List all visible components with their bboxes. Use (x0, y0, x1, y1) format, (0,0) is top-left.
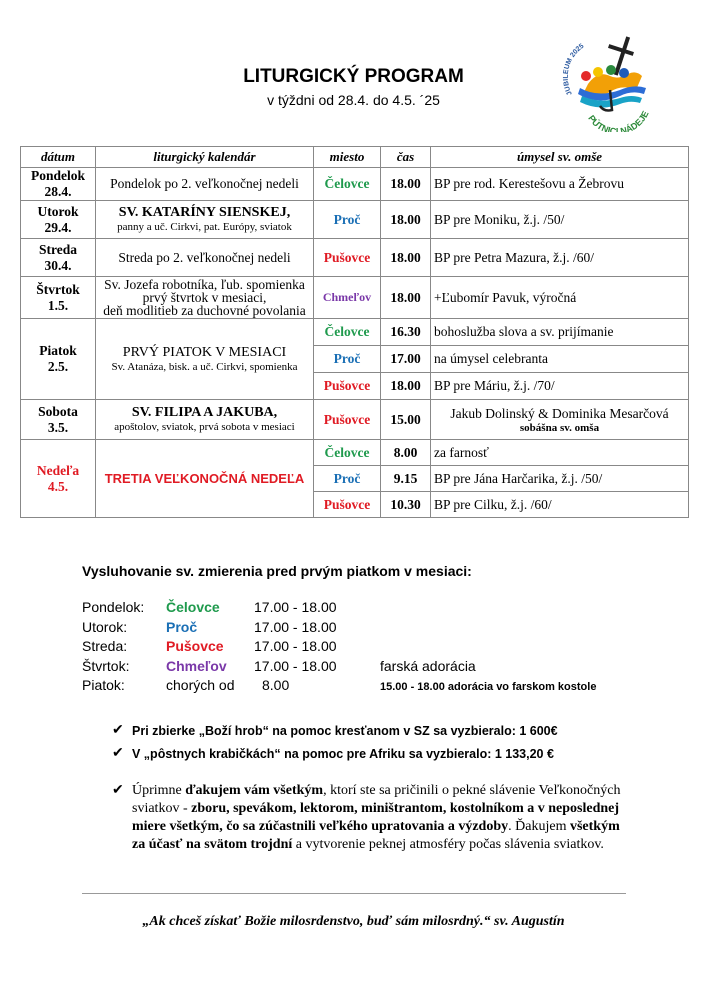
intention-cell: BP pre Moniku, ž.j. /50/ (431, 201, 689, 239)
thanks-paragraph (132, 782, 632, 854)
calendar-cell: TRETIA VEĽKONOČNÁ NEDEĽA (96, 440, 314, 518)
calendar-sub: apoštolov, sviatok, prvá sobota v mesiaci (114, 421, 295, 433)
day-date: 30.4. (44, 257, 72, 273)
confession-time: 17.00 - 18.00 (254, 618, 337, 635)
confession-time: 8.00 (262, 677, 290, 693)
calendar-line: Sv. Jozefa robotníka, ľub. spomienka (104, 277, 305, 292)
table-row (21, 277, 689, 319)
confession-place: Chmeľov (166, 657, 227, 674)
day-cell (21, 277, 96, 319)
place-cell: Proč (314, 466, 381, 492)
liturgical-schedule-table (20, 146, 689, 518)
day-name: Pondelok (30, 168, 85, 183)
day-name: Utorok (37, 203, 79, 219)
svg-text:JUBILEUM 2025 (563, 43, 586, 97)
confession-list (82, 598, 642, 696)
place-cell: Pušovce (314, 239, 381, 277)
calendar-cell (96, 400, 314, 440)
intention-cell: +Ľubomír Pavuk, výročná (431, 277, 689, 319)
calendar-main: SV. FILIPA A JAKUBA, (131, 405, 278, 420)
intention-cell: BP pre Cilku, ž.j. /60/ (431, 492, 689, 518)
confession-time: 17.00 - 18.00 (254, 638, 337, 654)
thanks-bold: ďakujem vám všetkým (185, 783, 324, 798)
place-cell: Čelovce (314, 319, 381, 346)
table-row (21, 319, 689, 346)
page-subtitle: v týždni od 28.4. do 4.5. ´25 (267, 92, 440, 108)
day-cell (21, 239, 96, 277)
day-date: 1.5. (47, 297, 69, 313)
intention-cell: BP pre Jána Harčarika, ž.j. /50/ (431, 466, 689, 492)
place-cell: Chmeľov (314, 277, 381, 319)
thanks-bold: zboru, spevákom, lektorom, miništrantom, kostolníkom a v neposlednej miere všetkým, čo sa zúčastnili veľkého upratovania a výzdoby (132, 801, 620, 834)
confession-day: Pondelok: (82, 599, 145, 615)
table-header-row (21, 147, 689, 168)
day-date: 4.5. (47, 478, 69, 494)
time-cell: 18.00 (381, 277, 431, 319)
page-title: LITURGICKÝ PROGRAM (243, 66, 464, 87)
confession-day: Štvrtok: (82, 657, 130, 674)
time-cell: 17.00 (381, 346, 431, 373)
time-cell: 18.00 (381, 201, 431, 239)
confession-row (82, 598, 642, 618)
table-row (21, 239, 689, 277)
calendar-cell: Streda po 2. veľkonočnej nedeli (96, 239, 314, 277)
logo-bottom-text: PÚTNICI NÁDEJE (586, 109, 651, 132)
confession-note: 15.00 - 18.00 adorácia vo farskom kostole (380, 681, 597, 693)
place-cell: Proč (314, 201, 381, 239)
thanks-text: a vytvorenie peknej atmosféry počas slávenia sviatkov. (292, 837, 604, 852)
day-name: Piatok (39, 343, 77, 358)
intention-cell: za farnosť (431, 440, 689, 466)
time-cell: 16.30 (381, 319, 431, 346)
day-cell (21, 400, 96, 440)
day-date: 29.4. (44, 219, 72, 235)
place-cell: Čelovce (314, 440, 381, 466)
day-cell (21, 319, 96, 400)
confession-place: chorých od (166, 677, 235, 693)
day-cell (21, 440, 96, 518)
checkmark-icon: ✔ (112, 746, 124, 761)
place-cell: Pušovce (314, 492, 381, 518)
calendar-main: PRVÝ PIATOK V MESIACI (122, 344, 287, 360)
calendar-sub: panny a uč. Cirkvi, pat. Európy, sviatok (117, 221, 292, 233)
confession-row (82, 676, 642, 696)
confession-row (82, 637, 642, 657)
day-date: 28.4. (44, 184, 72, 199)
calendar-cell: Pondelok po 2. veľkonočnej nedeli (96, 168, 314, 201)
calendar-line: deň modlitieb za duchovné povolania (103, 303, 306, 318)
time-cell: 10.30 (381, 492, 431, 518)
intention-cell: bohoslužba slova a sv. prijímanie (431, 319, 689, 346)
confession-note: farská adorácia (380, 657, 476, 674)
place-cell: Pušovce (314, 373, 381, 400)
calendar-line: prvý štvrtok v mesiaci, (142, 290, 267, 305)
time-cell: 8.00 (381, 440, 431, 466)
day-date: 3.5. (47, 419, 69, 435)
intention-cell: BP pre rod. Kerestešovu a Žebrovu (431, 168, 689, 201)
divider (82, 893, 626, 894)
collection-note: V „pôstnych krabičkách“ na pomoc pre Afriku sa vyzbieralo: 1 133,20 € (132, 747, 554, 761)
day-date: 2.5. (47, 359, 69, 374)
confession-day: Utorok: (82, 618, 128, 635)
confession-time: 17.00 - 18.00 (254, 657, 337, 674)
table-row (21, 440, 689, 466)
header-time: čas (381, 147, 431, 168)
intention-cell: BP pre Máriu, ž.j. /70/ (431, 373, 689, 400)
header-intention: úmysel sv. omše (431, 147, 689, 168)
confession-day: Streda: (82, 638, 128, 654)
collection-note: Pri zbierke „Boží hrob“ na pomoc kresťanom v SZ sa vyzbieralo: 1 600€ (132, 724, 558, 738)
svg-text:PÚTNICI NÁDEJE (586, 109, 650, 132)
time-cell: 15.00 (381, 400, 431, 440)
confession-place: Pušovce (166, 638, 224, 654)
day-name: Sobota (38, 403, 78, 419)
day-cell (21, 201, 96, 239)
checkmark-icon: ✔ (112, 723, 124, 738)
intention-sub: sobášna sv. omša (519, 421, 600, 434)
confession-row (82, 657, 642, 677)
confession-row (82, 618, 642, 638)
intention-main: Jakub Dolinský & Dominika Mesarčová (450, 405, 669, 421)
place-cell: Čelovce (314, 168, 381, 201)
confession-place: Proč (166, 618, 198, 635)
table-row (21, 201, 689, 239)
calendar-cell (96, 277, 314, 319)
calendar-sub: Sv. Atanáza, bisk. a uč. Cirkvi, spomienka (111, 360, 298, 373)
place-cell: Pušovce (314, 400, 381, 440)
calendar-cell (96, 201, 314, 239)
thanks-text: , ktorí ste sa pričinili o pekné slávenie Veľkonočných sviatkov - (132, 783, 621, 816)
jubilee-logo (558, 32, 658, 132)
time-cell: 18.00 (381, 373, 431, 400)
day-cell (21, 168, 96, 201)
header-place: miesto (314, 147, 381, 168)
quote: „Ak chceš získať Božie milosrdenstvo, buď sám milosrdný.“ sv. Augustín (142, 914, 565, 929)
confession-time: 17.00 - 18.00 (254, 599, 337, 615)
time-cell: 18.00 (381, 168, 431, 201)
thanks-text: Úprimne (132, 783, 186, 798)
time-cell: 18.00 (381, 239, 431, 277)
thanks-text: . Ďakujem (508, 819, 570, 834)
intention-cell (431, 400, 689, 440)
table-row (21, 168, 689, 201)
confession-day: Piatok: (82, 677, 125, 693)
day-name: Streda (38, 241, 77, 257)
confession-place: Čelovce (166, 599, 220, 615)
place-cell: Proč (314, 346, 381, 373)
calendar-main: SV. KATARÍNY SIENSKEJ, (118, 205, 291, 220)
header-date: dátum (21, 147, 96, 168)
confession-heading: Vysluhovanie sv. zmierenia pred prvým piatkom v mesiaci: (82, 563, 472, 579)
header-calendar: liturgický kalendár (96, 147, 314, 168)
time-cell: 9.15 (381, 466, 431, 492)
calendar-cell (96, 319, 314, 400)
logo-top-text: JUBILEUM 2025 (562, 42, 586, 97)
thanks-bold: všetkým za účasť na svätom trojdní (132, 819, 620, 852)
day-name: Nedeľa (36, 462, 80, 478)
intention-cell: BP pre Petra Mazura, ž.j. /60/ (431, 239, 689, 277)
day-name: Štvrtok (36, 281, 80, 297)
intention-cell: na úmysel celebranta (431, 346, 689, 373)
checkmark-icon: ✔ (112, 783, 124, 798)
table-row (21, 400, 689, 440)
